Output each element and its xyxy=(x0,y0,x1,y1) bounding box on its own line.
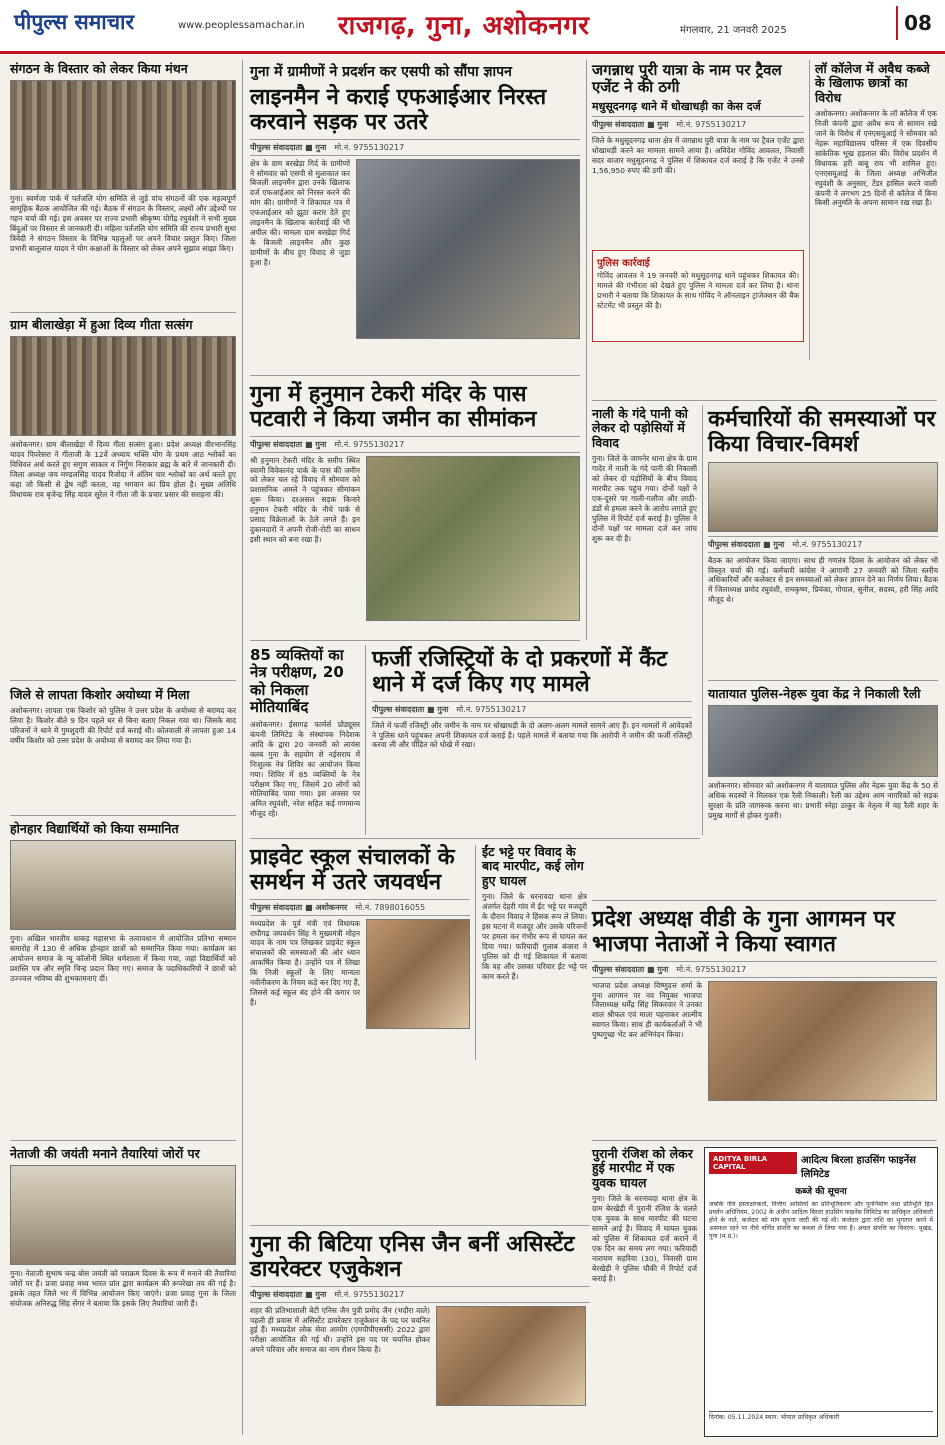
subheadline: मधुसूदनगढ़ थाने में धोखाधड़ी का केस दर्ज xyxy=(592,99,761,113)
story-body: श्री हनुमान टेकरी मंदिर के समीप स्थित स्वामी विवेकानंद पार्क के पास की जमीन को लेकर चल रहे विवाद में सोमवार को प्रशासनिक अमले ने पहुंचकर सीमांकन शुरू किया। दरअसल सड़क किनारे हनुमान टेकरी मंदिर के नीचे पार्क से प्रसाद विक्रेताओं के ठेले लगते हैं। इन दुकानदारों ने अपनी रोजी-रोटी का साधन इसी स्थान को बना रखा है। xyxy=(250,455,360,544)
story-body: अशोकनगर। ग्राम बीलाखेड़ा में दिव्य गीता सत्संग हुआ। प्रदेश अध्यक्ष वीरभानसिंह यादव पिपरेसरा ने गीताजी के 12वें अध्याय भक्ति योग के प्रथम आठ श्लोकों का विधिवत अर्थ करते हुए सगुण साकार व निर्गुण निराकार ब्रह्म के बारे में जानकारी दी। जिला अध्यक्ष जय मण्डलसिंह यादव रिजोदा ने अंतिम चार श्लोकों का अर्थ करते हुए कहा जो किसी से द्वेष नहीं करता, वह भगवान का प्रिय होता है। मुख्य अतिथि विधायक राव बृजेन्द्र सिंह यादव सूरेल ने गीता जी के प्रचार प्रसार की सराहना की। xyxy=(10,440,236,499)
story-body: जिले में फर्जी रजिस्ट्री और जमीन के नाम पर धोखाधड़ी के दो अलग-अलग मामले सामने आए हैं। इन मामलों में आवेदकों ने पुलिस थाने पहुंचकर अपनी शिकायत दर्ज कराई है। पहले मामले में बताया गया कि आरोपी ने जमीन की फर्जी रजिस्ट्री करवा ली और पीड़ित को धोखे में रखा। xyxy=(372,720,692,750)
box-title: पुलिस कार्रवाई xyxy=(597,258,650,270)
story-body: अशोकनगर। ईसागढ़ फार्मर्स प्रोड्यूसर कंपनी लिमिटेड के संस्थापक निदेशक आदि के द्वारा 20 जनवरी को लायंस क्लब गुना के सहयोग से नईसराय में निःशुल्क नेत्र शिविर का आयोजन किया गया। शिविर में 85 व्यक्तियों के नेत्र परीक्षण किए गए, जिसमें 20 लोगों को मोतियाबिंद पाया गया। इस अवसर पर अमित रघुवंशी, नरेश सहित कई गणमान्य मौजूद रहे। xyxy=(250,720,360,819)
headline: ईंट भट्टे पर विवाद के बाद मारपीट, कई लोग हुए घायल xyxy=(482,844,584,888)
story-body: गुना। जिले के जामनेर थाना क्षेत्र के ग्राम गादेर में नाली के गंदे पानी की निकासी को लेकर दो पड़ोसियों के बीच विवाद मारपीट तक पहुंच गया। दोनों पक्षों ने एक-दूसरे पर गाली-गलौज और लाठी-डंडों से हमला करने के आरोप लगाते हुए पुलिस में रिपोर्ट दर्ज कराई है। पुलिस ने दोनों पक्षों पर मामला दर्ज कर जांच शुरू कर दी है। xyxy=(592,454,697,543)
story-s16 xyxy=(592,907,937,1101)
meeting-photo xyxy=(10,1165,236,1265)
story-s19 xyxy=(592,1147,697,1424)
headline: ग्राम बीलाखेड़ा में हुआ दिव्य गीता सत्संग xyxy=(10,317,193,332)
headline: होनहार विद्यार्थियों को किया सम्मानित xyxy=(10,821,179,836)
story-body: गुना। अखिल भारतीय धाकड़ महासभा के तत्वावधान में आयोजित प्रतिभा सम्मान समारोह में 130 से अधिक होनहार छात्रों को सम्मानित किया गया। कार्यक्रम का आयोजन समाज के न्यू कॉलोनी स्थित धर्मशाला में किया गया, जहां विद्यार्थियों को प्रशस्ति पत्र और स्मृति चिन्ह प्रदान किए गए। समाज के पदाधिकारियों ने छात्रों को उज्ज्वल भविष्य की शुभकामनाएं दीं। xyxy=(10,934,236,984)
issue-date: मंगलवार, 21 जनवरी 2025 xyxy=(680,25,787,36)
story-s2 xyxy=(250,62,580,339)
story-body: बैठक का आयोजन किया जाएगा। साथ ही गणतंत्र दिवस के आयोजन को लेकर भी विस्तृत चर्चा की गई। कर्मचारी कांग्रेस ने आगामी 27 जनवरी को जिला स्तरीय अधिकारियों और कलेक्टर से इन समस्याओं को लेकर ज्ञापन देने का निर्णय लिया। बैठक में जिलाध्यक्ष प्रमोद रघुवंशी, रामकृष्ण, प्रियंका, गोपाल, सुनील, सदस्य, हरी सिंह आदि मौजूद थे। xyxy=(708,555,938,605)
headline: लाइनमैन ने कराई एफआईआर निरस्त करवाने सड़क पर उतरे xyxy=(250,85,547,136)
byline: पीपुल्स संवाददाता ■ गुना मो.नं. 9755130217 xyxy=(708,536,938,553)
headline: गुना में हनुमान टेकरी मंदिर के पास पटवारी ने किया जमीन का सीमांकन xyxy=(250,382,537,433)
headline: जगन्नाथ पुरी यात्रा के नाम पर ट्रैवल एजेंट ने की ठगी xyxy=(592,61,782,97)
headline: नेताजी की जयंती मनाने तैयारियां जोरों पर xyxy=(10,1146,200,1161)
story-s10 xyxy=(250,647,360,840)
portrait-photo xyxy=(366,919,470,1029)
felicitation-photo xyxy=(10,840,236,930)
story-s1 xyxy=(10,62,236,322)
page-number: 08 xyxy=(896,6,938,40)
story-s9 xyxy=(10,688,236,826)
byline: पीपुल्स संवाददाता ■ गुना मो.नं. 9755130217 xyxy=(250,436,580,453)
story-s7 xyxy=(592,407,697,644)
story-s4 xyxy=(815,62,937,357)
story-s5 xyxy=(10,318,236,670)
headline: कर्मचारियों की समस्याओं पर किया विचार-विमर्श xyxy=(708,407,936,458)
ad-brand-logo: ADITYA BIRLA CAPITAL xyxy=(709,1152,797,1174)
story-s3 xyxy=(592,62,804,342)
headline: नाली के गंदे पानी को लेकर दो पड़ोसियों में विवाद xyxy=(592,406,688,450)
byline: पीपुल्स संवाददाता ■ गुना मो.नं. 9755130217 xyxy=(250,1286,590,1303)
story-body: अशोकनगर। लापता एक किशोर को पुलिस ने उत्तर प्रदेश के अयोध्या से बरामद कर लिया है। किशोर बीते 9 दिन पहले घर से बिना बताए निकल गया था। जिसके बाद परिजनों ने थाने में गुमशुदगी की रिपोर्ट दर्ज कराई थी। कोतवाली से लापता हुआ 14 वर्षीय किशोर को उत्तर प्रदेश के अयोध्या से बरामद कर लिया गया है। xyxy=(10,706,236,746)
story-body: मध्यप्रदेश के पूर्व मंत्री एवं विधायक राघौगढ़ जयवर्धन सिंह ने मुख्यमंत्री मोहन यादव के नाम पत्र लिखकर प्राइवेट स्कूल संचालकों की समस्याओं की ओर ध्यान आकर्षित किया है। उन्होंने पत्र में लिखा कि निजी स्कूलों के लिए मान्यता नवीनीकरण के नियम कड़े कर दिए गए हैं, जिससे कई स्कूल बंद होने की कगार पर हैं। xyxy=(250,918,360,1007)
headline: प्रदेश अध्यक्ष वीडी के गुना आगमन पर भाजपा नेताओं ने किया स्वागत xyxy=(592,907,896,958)
story-body: गुना। जिले के धरनावदा थाना क्षेत्र के ग्राम बेरखेड़ी में पुरानी रंजिश के चलते एक युवक के साथ मारपीट की घटना सामने आई है। विवाद में घायल युवक को पुलिस में शिकायत दर्ज कराने में एक दिन का समय लग गया। फरियादी नारायण सहरिया (30), निवासी ग्राम बेरखेड़ी ने पुलिस चौकी में रिपोर्ट दर्ज कराई है। xyxy=(592,1194,697,1283)
newspaper-logo: पीपुल्स समाचार xyxy=(14,9,135,34)
story-body: गुना। नेताजी सुभाष चन्द्र बोस जयंती को पराक्रम दिवस के रूप में मनाने की तैयारियां जोरों पर हैं। प्रजा प्रवाह मध्य भारत प्रांत द्वारा कार्यक्रम की रूपरेखा तय की गई है। इसके तहत जिले भर में विभिन्न आयोजन किए जाएंगे। प्रजा प्रवाह गुना के जिला संयोजक अनिरुद्ध सिंह सेंगर ने बताया कि इसके लिए तैयारियां जारी हैं। xyxy=(10,1269,236,1309)
headline: प्राइवेट स्कूल संचालकों के समर्थन में उतरे जयवर्धन xyxy=(250,845,455,896)
police-action-box xyxy=(592,250,804,342)
story-body: जिले के मधुसूदनगढ़ थाना क्षेत्र में जगन्नाथ पुरी यात्रा के नाम पर ट्रैवल एजेंट द्वारा धोखाधड़ी करने का मामला सामने आया है। अविदेश गोविंद आवलत, निवासी सदर बाजार मधुसूदनगढ़ ने पुलिस में शिकायत दर्ज कराई है कि एजेंट ने उनसे 1,56,950 रुपए की ठगी की। xyxy=(592,136,804,175)
meeting-photo xyxy=(708,462,938,532)
headline: फर्जी रजिस्ट्रियों के दो प्रकरणों में कैंट थाने में दर्ज किए गए मामले xyxy=(372,647,668,698)
byline: पीपुल्स संवाददाता ■ गुना मो.नं. 9755130217 xyxy=(372,701,692,718)
rally-photo xyxy=(708,705,938,777)
story-body: अशोकनगर। अशोकनगर के लॉ कॉलेज में एक निजी कंपनी द्वारा अवैध रूप से सामान रखे जाने के विरोध में एनएसयूआई ने सोमवार को नेहरू महाविद्यालय परिसर में एक दिवसीय सांकेतिक भूख हड़ताल की। विरोध प्रदर्शन में विधायक हरी बाबू राय भी शामिल हुए। एनएसयूआई के जिला अध्यक्ष अभिजीत रघुवंशी के अनुसार, टेंडर हासिल करने वाली कंपनी ने लगभग 25 दिनों से कॉलेज में बिना किसी अनुमति के अपना सामान रख रखा है। xyxy=(815,109,937,208)
ad-title: आदित्य बिरला हाउसिंग फाइनेंस लिमिटेड xyxy=(800,1155,916,1180)
protest-photo xyxy=(356,159,580,339)
headline: जिले से लापता किशोर अयोध्या में मिला xyxy=(10,687,190,702)
headline: संगठन के विस्तार को लेकर किया मंथन xyxy=(10,61,188,76)
story-body: क्षेत्र के ग्राम बरखेड़ा गिर्द के ग्रामीणों ने सोमवार को एसपी से मुलाकात कर बिजली लाइनमैन द्वारा उनके खिलाफ दर्ज एफआईआर को निरस्त करने की मांग की। ग्रामीणों ने शिकायत पत्र में एफआईआर को झूठा करार देते हुए लाइनमैन के खिलाफ कार्रवाई की भी अपील की। मामला ग्राम बरखेड़ा गिर्द के बिजली लाइनमैन और कुछ ग्रामीणों के बीच हुए विवाद से जुड़ा हुआ है। xyxy=(250,158,350,267)
masthead xyxy=(0,0,945,54)
kicker: गुना में ग्रामीणों ने प्रदर्शन कर एसपी को सौंपा ज्ञापन xyxy=(250,64,512,80)
headline: पुरानी रंजिश को लेकर हुई मारपीट में एक युवक घायल xyxy=(592,1146,693,1190)
story-body: गुना। स्वर्णजा पार्क में पर्तंजलि योग समिति से जुड़े पांच संगठनों की एक महत्वपूर्ण सामूहिक बैठक आयोजित की गई। बैठक में संगठन के विस्तार, लक्ष्यों और उद्देश्यों पर गहन चर्चा की गई। इस अवसर पर राज्य प्रभारी श्रीकृष्ण योगेंद्र रघुवंशी ने सभी मुख्य बिंदुओं पर विस्तार से जानकारी दी। महिला पर्तंजलि योग समिति की राज्य प्रभारी सुधा त्रिवेदी ने संगठन विस्तार के विभिन्न पहलुओं पर अपने विचार प्रस्तुत किए। जिला प्रभारी बालूलाल यादव ने योग कक्षाओं के विस्तार को लेकर अपने सुझाव साझा किए। xyxy=(10,194,236,253)
story-s17 xyxy=(10,1147,236,1439)
byline: पीपुल्स संवाददाता ■ गुना मो.नं. 9755130217 xyxy=(250,139,580,156)
story-body: भाजपा प्रदेश अध्यक्ष विष्णुदत्त शर्मा के गुना आगमन पर नव नियुक्त भाजपा जिलाध्यक्ष धर्मेंद्र सिंह सिकरवार ने उनका शाल श्रीफल एवं माला पहनाकर आत्मीय स्वागत किया। साथ ही कार्यकर्ताओं ने भी पुष्पगुच्छ भेंट कर अभिनंदन किया। xyxy=(592,980,702,1040)
story-body: अशोकनगर। सोमवार को अशोकनगर में यातायात पुलिस और नेहरू युवा केंद्र के 50 से अधिक सदस्यों ने मिलकर एक रैली निकाली। रैली का उद्देश्य आम नागरिकों को सड़क सुरक्षा के प्रति जागरूक करना था। प्रभारी स्नेहा ठाकुर के नेतृत्व में यह रैली शहर के प्रमुख मार्गों से होकर गुजरी। xyxy=(708,781,938,821)
box-body: गोविंद आवलत ने 19 जनवरी को मधुसूदनगढ़ थाने पहुंचकर शिकायत की। मामले की गंभीरता को देखते हुए पुलिस ने मामला दर्ज कर लिया है। थाना प्रभारी ने बताया कि शिकायत के साथ गोविंद ने ऑनलाइन ट्रांजेक्शन की बैंक स्टेटमेंट भी प्रस्तुत की है। xyxy=(597,271,799,310)
satsang-photo xyxy=(10,336,236,436)
story-s13 xyxy=(10,822,236,1064)
classified-ad xyxy=(704,1147,938,1437)
welcome-photo xyxy=(708,981,937,1101)
headline: यातायात पुलिस-नेहरू युवा केंद्र ने निकाली रैली xyxy=(708,686,921,701)
byline: पीपुल्स संवाददाता ■ गुना मो.नं. 9755130217 xyxy=(592,116,804,133)
byline: पीपुल्स संवाददाता ■ गुना मो.नं. 9755130217 xyxy=(592,961,937,978)
byline: पीपुल्स संवाददाता ■ अशोकनगर मो.नं. 7898016055 xyxy=(250,899,470,916)
section-title: राजगढ़, गुना, अशोकनगर xyxy=(338,11,590,41)
headline: लॉ कॉलेज में अवैध कब्जे के खिलाफ छात्रों का विरोध xyxy=(815,61,930,105)
portrait-photo xyxy=(436,1306,586,1406)
story-s14 xyxy=(250,845,470,1109)
meeting-photo xyxy=(10,80,236,190)
story-s6 xyxy=(250,382,580,621)
story-s18 xyxy=(250,1232,590,1406)
story-s15 xyxy=(482,845,587,1067)
story-body: गुना। जिले के धरनावदा थाना क्षेत्र अंतर्गत देहरी गांव में ईंट भट्टे पर मजदूरी के दौरान विवाद ने हिंसक रूप ले लिया। इस घटना में मजदूर और उसके परिजनों पर हमला कर गंभीर रूप से घायल कर दिया गया। फरियादी गुलाब बंजारा ने पुलिस को दी गई शिकायत में बताया कि वह और उसका परिवार ईंट भट्टे पर काम करते हैं। xyxy=(482,892,587,981)
ad-footer: दिनांक: 05.11.2024 स्थान: भोपाल प्राधिकृत अधिकारी xyxy=(709,1411,933,1422)
ad-body: जबकि नीचे हस्ताक्षरकर्ता, वित्तीय आस्तियों का प्रतिभूतिकरण और पुनर्निर्माण तथा प्रतिभूति हित प्रवर्तन अधिनियम, 2002 के अधीन आदित्य बिरला हाउसिंग फाइनेंस लिमिटेड का प्राधिकृत अधिकारी होने के नाते, कर्जदार को मांग सूचना जारी की गई थी। कर्जदार द्वारा राशि का भुगतान करने में असफल रहने पर नीचे वर्णित संपत्ति का कब्जा ले लिया गया है। अचल संपत्ति का विवरण: भूखंड, गुना (म.प्र.)। xyxy=(709,1201,933,1241)
ad-subtitle: कब्जे की सूचना xyxy=(795,1187,847,1197)
story-s8 xyxy=(708,407,938,656)
headline: गुना की बिटिया एनिस जैन बनीं असिस्टेंट डायरेक्टर एजुकेशन xyxy=(250,1232,575,1283)
headline: 85 व्यक्तियों का नेत्र परीक्षण, 20 को निकला मोतियाबिंद xyxy=(250,646,344,716)
story-s12 xyxy=(708,687,938,841)
story-body: शहर की प्रतिभाशाली बेटी एनिस जैन पुत्री प्रमोद जैन (भदौरा वाले) पहली ही प्रयास में असिस्टेंट डायरेक्टर एजुकेशन के पद पर चयनित हुई हैं। मध्यप्रदेश लोक सेवा आयोग (एमपीपीएससी) 2022 द्वारा परीक्षा आयोजित की गई थी। उन्होंने इस पद पर चयनित होकर अपने परिवार और समाज का नाम रोशन किया है। xyxy=(250,1305,430,1355)
story-s11 xyxy=(372,647,692,821)
website-url: www.peoplessamachar.in xyxy=(178,20,305,31)
land-survey-photo xyxy=(366,456,580,621)
